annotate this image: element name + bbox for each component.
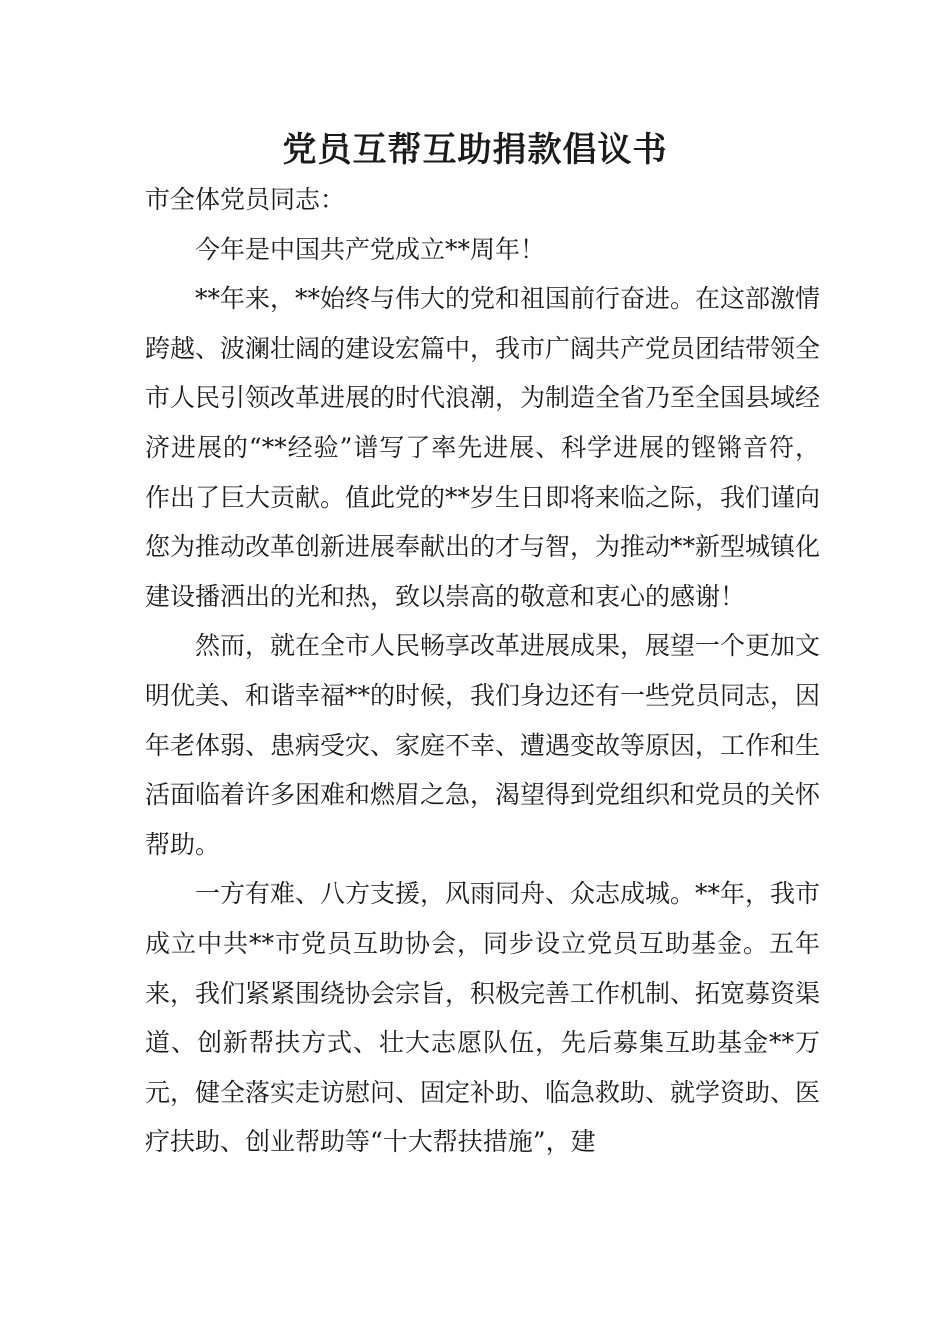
paragraph-1: 今年是中国共产党成立**周年！: [195, 234, 546, 264]
salutation: 市全体党员同志：: [145, 185, 346, 214]
document-title: 党员互帮互助捐款倡议书: [282, 130, 668, 170]
document-body: [145, 175, 820, 1167]
paragraph-4: 一方有难、八方支援，风雨同舟、众志成城。**年，我市成立中共**市党员互助协会，同步设立党员互助基金。五年来，我们紧紧围绕协会宗旨，积极完善工作机制、拓宽募资渠道、创新帮扶方式、壮大志愿队伍，先后募集互助基金**万元，健全落实走访慰问、固定补助、临急救助、就学资助、医疗扶助、创业帮助等“十大帮扶措施”，建: [145, 879, 821, 1157]
paragraph-2: **年来，**始终与伟大的党和祖国前行奋进。在这部激情跨越、波澜壮阔的建设宏篇中，我市广阔共产党员团结带领全市人民引领改革进展的时代浪潮，为制造全省乃至全国县域经济进展的“**经验”谱写了率先进展、科学进展的铿锵音符，作出了巨大贡献。值此党的**岁生日即将来临之际，我们谨向您为推动改革创新进展奉献出的才与智，为推动**新型城镇化建设播洒出的光和热，致以崇高的敬意和衷心的感谢！: [145, 284, 821, 611]
paragraph-3: 然而，就在全市人民畅享改革进展成果，展望一个更加文明优美、和谐幸福**的时候，我们身边还有一些党员同志，因年老体弱、患病受灾、家庭不幸、遭遇变故等原因，工作和生活面临着许多困难和燃眉之急，渴望得到党组织和党员的关怀帮助。: [145, 631, 821, 859]
